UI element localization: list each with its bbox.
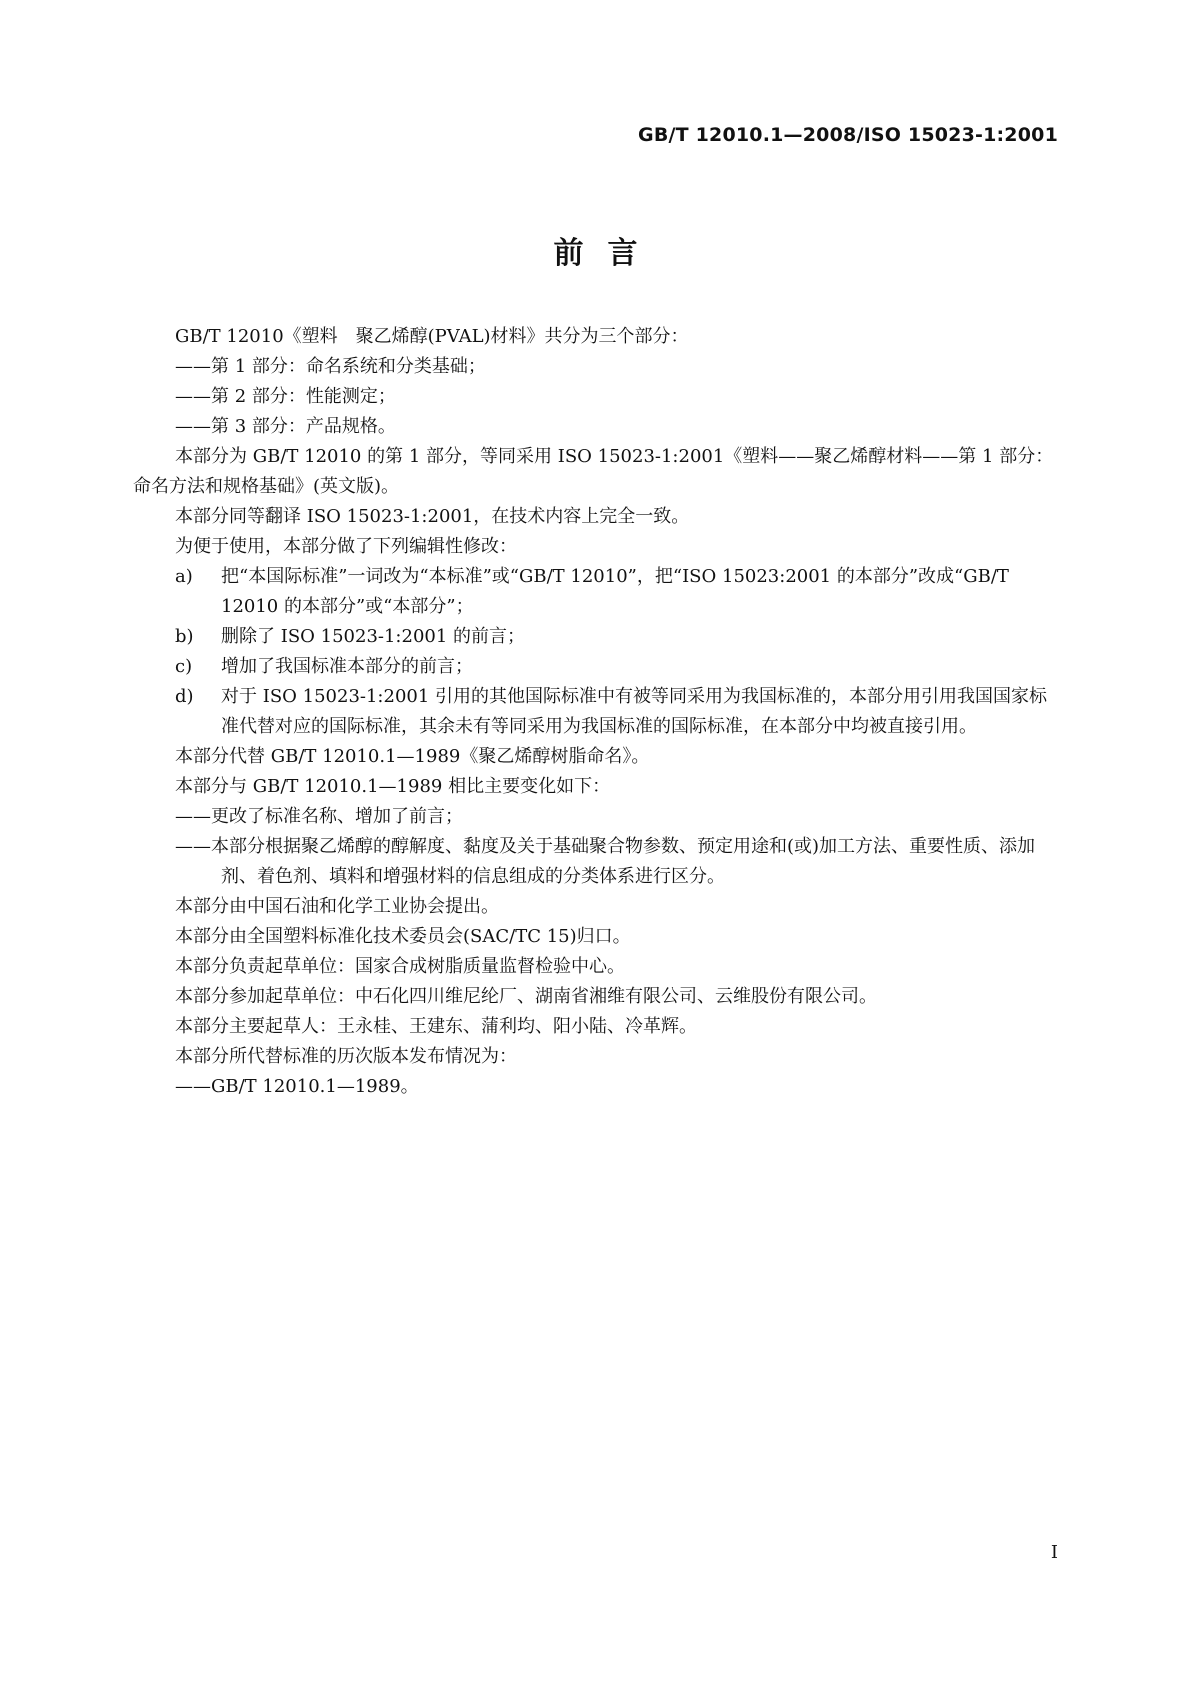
paragraph-changes-intro: 本部分与 GB/T 12010.1—1989 相比主要变化如下： <box>175 776 611 797</box>
paragraph-proposer: 本部分由中国石油和化学工业协会提出。 <box>175 896 499 917</box>
paragraph-main-drafters: 本部分主要起草人：王永桂、王建东、蒲利均、阳小陆、冷革辉。 <box>175 1016 697 1037</box>
paragraph-committee: 本部分由全国塑料标准化技术委员会(SAC/TC 15)归口。 <box>175 926 631 947</box>
list-item-d <box>133 682 1057 742</box>
standard-number-header: GB/T 12010.1—2008/ISO 15023-1:2001 <box>638 124 1058 146</box>
paragraph-translation: 本部分同等翻译 ISO 15023-1:2001，在技术内容上完全一致。 <box>175 506 690 527</box>
list-item-part2: ——第 2 部分：性能测定； <box>175 386 396 407</box>
page-title: 前言 <box>553 236 662 271</box>
paragraph-editorial-intro: 为便于使用，本部分做了下列编辑性修改： <box>175 536 517 557</box>
paragraph-history-intro: 本部分所代替标准的历次版本发布情况为： <box>175 1046 517 1067</box>
paragraph-lead-drafter: 本部分负责起草单位：国家合成树脂质量监督检验中心。 <box>175 956 625 977</box>
paragraph-participating-drafters: 本部分参加起草单位：中石化四川维尼纶厂、湖南省湘维有限公司、云维股份有限公司。 <box>175 986 877 1007</box>
page-number: I <box>1050 1542 1058 1563</box>
list-item-c <box>133 652 1057 682</box>
paragraph-intro: GB/T 12010《塑料 聚乙烯醇(PVAL)材料》共分为三个部分： <box>175 326 689 347</box>
paragraph-replaces: 本部分代替 GB/T 12010.1—1989《聚乙烯醇树脂命名》。 <box>175 746 650 767</box>
list-text-a: 把“本国际标准”一词改为“本标准”或“GB/T 12010”，把“ISO 15023:2001 的本部分”改成“GB/T 12010 的本部分”或“本部分”； <box>221 566 1009 617</box>
list-item-change2: ——本部分根据聚乙烯醇的醇解度、黏度及关于基础聚合物参数、预定用途和(或)加工方法、重要性质、添加剂、着色剂、填料和增强材料的信息组成的分类体系进行区分。 <box>175 836 1036 887</box>
list-item-history: ——GB/T 12010.1—1989。 <box>175 1076 419 1097</box>
list-marker-b: b) <box>175 626 194 647</box>
list-item-a <box>133 562 1057 622</box>
foreword-body <box>133 322 1057 1102</box>
list-item-part1: ——第 1 部分：命名系统和分类基础； <box>175 356 486 377</box>
paragraph-adoption: 本部分为 GB/T 12010 的第 1 部分，等同采用 ISO 15023-1:2001《塑料——聚乙烯醇材料——第 1 部分：命名方法和规格基础》(英文版)。 <box>133 446 1054 497</box>
list-item-b <box>133 622 1057 652</box>
list-text-d: 对于 ISO 15023-1:2001 引用的其他国际标准中有被等同采用为我国标准的，本部分用引用我国国家标准代替对应的国际标准，其余未有等同采用为我国标准的国际标准，在本部分中均被直接引用。 <box>221 686 1048 737</box>
list-item-part3: ——第 3 部分：产品规格。 <box>175 416 396 437</box>
list-item-change1: ——更改了标准名称、增加了前言； <box>175 806 463 827</box>
list-marker-a: a) <box>175 566 193 587</box>
list-text-b: 删除了 ISO 15023-1:2001 的前言； <box>221 626 526 647</box>
list-marker-d: d) <box>175 686 194 707</box>
list-text-c: 增加了我国标准本部分的前言； <box>221 656 473 677</box>
list-marker-c: c) <box>175 656 193 677</box>
